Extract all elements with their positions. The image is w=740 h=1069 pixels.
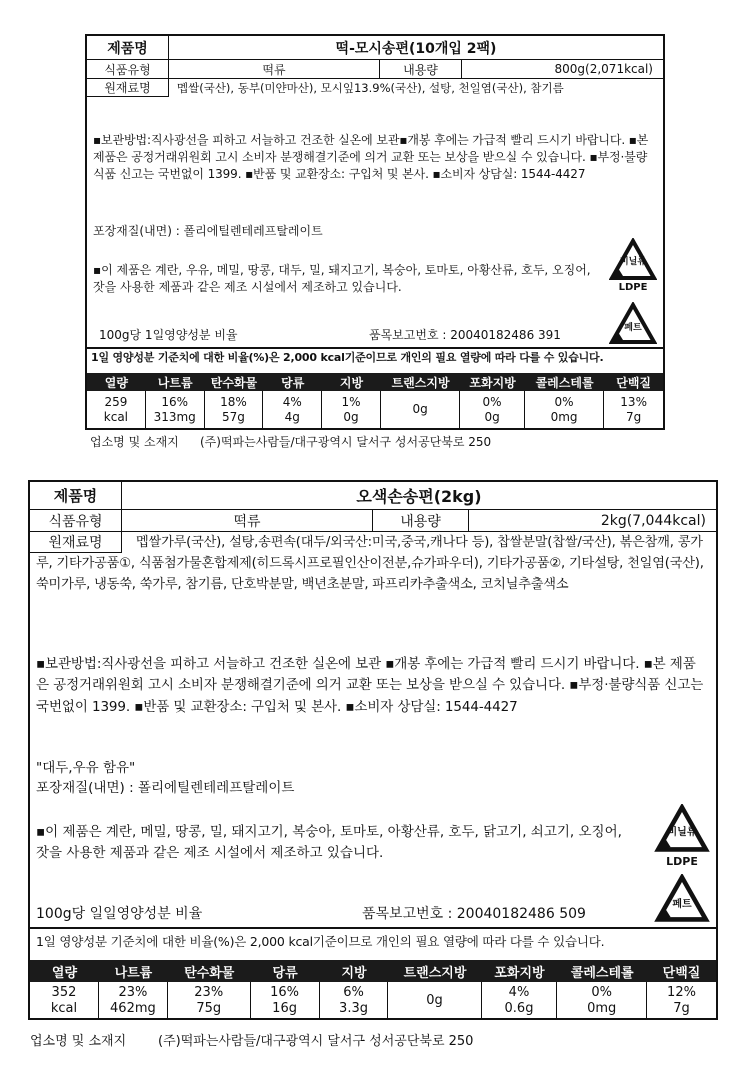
nutrition-col <box>99 960 168 1020</box>
ingredients-header: 원재료명 <box>30 532 122 553</box>
nutrition-col <box>30 960 99 1020</box>
food-type-row <box>87 60 663 79</box>
nutrient-name: 트랜스지방 <box>388 960 481 982</box>
manufacturer-address: (주)떡파는사람들/대구광역시 달서구 성서공단북로 250 <box>158 1034 474 1049</box>
nutrient-value <box>388 982 481 1020</box>
nutrition-col <box>525 373 604 428</box>
nutrient-name: 나트륨 <box>146 373 205 391</box>
nutrition-col <box>557 960 647 1020</box>
nutrition-col <box>251 960 320 1020</box>
nutrient-name: 열량 <box>87 373 146 391</box>
manufacturer-label: 업소명 및 소재지 <box>30 1034 127 1049</box>
nutrient-value-2: 313mg <box>153 409 196 424</box>
product-name-row <box>30 482 716 510</box>
ingredients-text: 멥쌀가루(국산), 설탕,송편속(대두/외국산:미국,중국,캐나다 등), 찹쌀분말(찹쌀/국산), 볶은참깨, 콩가루, 기타가공품①, 식품첨가물혼합제제(히드록시프로필인산이전분,슈가파우더), 기타가공품②, 기타설탕, 천일염(국산), 쑥미가루, 냉동쑥, 쑥가루, 참기름, 단호박분말, 백년초분말, 파프리카추출색소, 코치닐추출색소 <box>36 535 704 593</box>
nutrient-value-1: 0% <box>482 395 502 410</box>
allergen-notice: ▪이 제품은 계란, 메밀, 땅콩, 밀, 돼지고기, 복숭아, 토마토, 아황산류, 호두, 닭고기, 쇠고기, 오징어, 잣을 사용한 제품과 같은 제조 시설에서 제조하고 있습니다. <box>36 824 622 862</box>
product-name-row <box>87 36 663 60</box>
nutrition-col <box>381 373 460 428</box>
nutrient-name: 포화지방 <box>482 960 558 982</box>
packaging-material: 포장재질(내면) : 폴리에틸렌테레프탈레이트 <box>93 224 323 238</box>
nutrient-value-1: 259 <box>104 395 128 410</box>
nutrient-value <box>525 391 604 428</box>
nutrient-value-2: 7g <box>626 409 642 424</box>
nutrient-value <box>460 391 525 428</box>
nutrient-value-2: 0mg <box>550 409 578 424</box>
nutrient-value-2: 57g <box>222 409 245 424</box>
product-name-header: 제품명 <box>30 482 122 509</box>
nutrient-value-2: 0g <box>484 409 500 424</box>
nutrition-table <box>30 960 716 1020</box>
nutrient-value-2: 16g <box>272 1001 297 1016</box>
nutrient-name: 지방 <box>320 960 389 982</box>
food-type-row <box>30 510 716 532</box>
nutrition-col <box>205 373 264 428</box>
nutrient-value-1: 12% <box>667 985 696 1001</box>
storage-notice: ▪보관방법:직사광선을 피하고 서늘하고 건조한 실온에 보관 ▪개봉 후에는 가급적 빨리 드시기 바랍니다. ▪본 제품은 공정거래위원회 고시 소비자 분쟁해결기준에 의거 교환 또는 보상을 받으실 수 있습니다. ▪부정·불량식품 신고는 국번없이 1399. ▪반품 및 교환장소: 구입처 및 본사. ▪소비자 상담실: 1544-4427 <box>36 656 704 715</box>
nutrient-value <box>30 982 99 1020</box>
nutrient-value-2: 4g <box>284 409 300 424</box>
nutrient-value <box>381 391 460 428</box>
product-name-header: 제품명 <box>87 36 169 59</box>
nutrient-value <box>99 982 168 1020</box>
nutrition-col <box>482 960 558 1020</box>
nutrition-col <box>647 960 716 1020</box>
nutrient-value-1: 1% <box>341 395 361 410</box>
nutrient-value-1: 23% <box>118 985 148 1001</box>
ingredients-text: 멥쌀(국산), 동부(미얀마산), 모시잎13.9%(국산), 설탕, 천일염(국산), 참기름 <box>177 81 564 95</box>
nutrient-value-1: 0% <box>591 985 613 1001</box>
nutrient-value-2: 0mg <box>587 1001 617 1016</box>
nutrient-value <box>604 391 663 428</box>
nutrition-col <box>460 373 525 428</box>
recycle-vinyl-sub: LDPE <box>618 282 648 293</box>
nutrient-value-1: 0g <box>426 993 443 1009</box>
product-label-2 <box>28 480 718 1020</box>
nutrition-col <box>320 960 389 1020</box>
nutrient-value-2: 75g <box>196 1001 222 1016</box>
nutrient-value <box>146 391 205 428</box>
nutrient-name: 탄수화물 <box>168 960 251 982</box>
report-number: 품목보고번호 : 20040182486 391 <box>369 328 561 342</box>
recycle-vinyl-label: 비닐류 <box>667 827 697 838</box>
nutrition-table <box>87 373 663 428</box>
allergy-note: "대두,우유 함유" <box>36 760 136 776</box>
nutrition-col <box>604 373 663 428</box>
nutrient-name: 포화지방 <box>460 373 525 391</box>
nutrient-name: 당류 <box>251 960 320 982</box>
food-type-value: 떡류 <box>262 62 286 77</box>
content-header: 내용량 <box>379 60 461 78</box>
recycle-pet-label: 페트 <box>672 899 692 910</box>
nutrient-value-1: 13% <box>620 395 647 410</box>
nutrient-value <box>647 982 716 1020</box>
nutrient-value-1: 16% <box>161 395 188 410</box>
product-name: 떡-모시송편(10개입 2팩) <box>335 40 497 57</box>
nutrient-name: 탄수화물 <box>205 373 264 391</box>
nutrient-name: 지방 <box>322 373 381 391</box>
nutrient-value <box>482 982 558 1020</box>
manufacturer-address: (주)떡파는사람들/대구광역시 달서구 성서공단북로 250 <box>200 435 492 449</box>
nutrient-name: 콜레스테롤 <box>557 960 647 982</box>
storage-notice: ▪보관방법:직사광선을 피하고 서늘하고 건조한 실온에 보관▪개봉 후에는 가급적 빨리 드시기 바랍니다. ▪본 제품은 공정거래위원회 고시 소비자 분쟁해결기준에 의거 교환 또는 보상을 받으실 수 있습니다. ▪부정·불량식품 신고는 국번없이 1399. ▪반품 및 교환장소: 구입처 및 본사. ▪소비자 상담실: 1544-4427 <box>93 133 649 181</box>
nutrient-name: 나트륨 <box>99 960 168 982</box>
nutrient-name: 단백질 <box>604 373 663 391</box>
nutrient-value-1: 0g <box>412 402 428 417</box>
nutrient-name: 단백질 <box>647 960 716 982</box>
nutrition-col <box>263 373 322 428</box>
nutrient-value-2: 3.3g <box>339 1001 368 1016</box>
per100g-label: 100g당 일일영양성분 비율 <box>36 906 203 922</box>
nutrition-col <box>168 960 251 1020</box>
nutrient-name: 콜레스테롤 <box>525 373 604 391</box>
recycle-vinyl-label: 비닐류 <box>619 257 647 267</box>
nutrient-value-2: 0.6g <box>504 1001 534 1016</box>
nutrient-value-1: 4% <box>282 395 302 410</box>
nutrition-col <box>87 373 146 428</box>
nutrient-value <box>205 391 264 428</box>
recycle-vinyl-mark <box>609 238 657 292</box>
nutrient-value-1: 0% <box>554 395 574 410</box>
daily-value-note: 1일 영양성분 기준치에 대한 비율(%)은 2,000 kcal기준이므로 개인의 필요 열량에 따라 다를 수 있습니다. <box>91 351 604 364</box>
nutrient-value-1: 352 <box>51 985 77 1001</box>
nutrient-value-1: 23% <box>194 985 224 1001</box>
nutrient-value-1: 4% <box>508 985 530 1001</box>
nutrient-name: 열량 <box>30 960 99 982</box>
food-type-header: 식품유형 <box>30 510 122 531</box>
report-number: 품목보고번호 : 20040182486 509 <box>362 906 586 922</box>
recycle-pet-label: 페트 <box>624 323 642 333</box>
recycle-pet-mark <box>654 874 710 924</box>
content-header: 내용량 <box>372 510 468 531</box>
content-value: 2kg(7,044kcal) <box>468 510 716 531</box>
content-value: 800g(2,071kcal) <box>461 60 663 78</box>
divider <box>87 347 663 349</box>
nutrient-value-2: kcal <box>103 409 128 424</box>
food-type-value: 떡류 <box>233 513 261 530</box>
nutrient-value <box>322 391 381 428</box>
nutrient-value-2: 0g <box>343 409 359 424</box>
manufacturer-label: 업소명 및 소재지 <box>90 435 179 449</box>
nutrient-value <box>168 982 251 1020</box>
recycle-pet-mark <box>609 302 657 346</box>
allergen-notice: ▪이 제품은 계란, 우유, 메밀, 땅콩, 대두, 밀, 돼지고기, 복숭아, 토마토, 아황산류, 호두, 오징어, 잣을 사용한 제품과 같은 제조 시설에서 제조하고 있습니다. <box>93 263 591 294</box>
nutrient-value <box>87 391 146 428</box>
recycle-vinyl-sub: LDPE <box>666 855 698 868</box>
nutrient-value <box>320 982 389 1020</box>
daily-value-note: 1일 영양성분 기준치에 대한 비율(%)은 2,000 kcal기준이므로 개인의 필요 열량에 따라 다를 수 있습니다. <box>36 934 605 949</box>
product-label-1 <box>85 34 665 430</box>
nutrient-value-2: 462mg <box>110 1001 156 1016</box>
nutrition-col <box>146 373 205 428</box>
nutrient-value-2: kcal <box>50 1001 78 1016</box>
product-name: 오색손송편(2kg) <box>356 487 482 506</box>
nutrient-value-1: 6% <box>343 985 364 1001</box>
ingredients-header: 원재료명 <box>87 79 169 97</box>
per100g-label: 100g당 1일영양성분 비율 <box>99 328 238 342</box>
divider <box>30 927 716 929</box>
recycle-vinyl-mark <box>654 804 710 868</box>
nutrient-value-1: 18% <box>220 395 247 410</box>
nutrient-name: 당류 <box>263 373 322 391</box>
packaging-material: 포장재질(내면) : 폴리에틸렌테레프탈레이트 <box>36 780 295 796</box>
nutrition-col <box>388 960 481 1020</box>
nutrient-value-1: 16% <box>270 985 300 1001</box>
nutrient-value <box>263 391 322 428</box>
nutrient-value <box>251 982 320 1020</box>
food-type-header: 식품유형 <box>87 60 169 78</box>
nutrient-value-2: 7g <box>673 1001 690 1016</box>
nutrition-col <box>322 373 381 428</box>
nutrient-value <box>557 982 647 1020</box>
nutrient-name: 트랜스지방 <box>381 373 460 391</box>
